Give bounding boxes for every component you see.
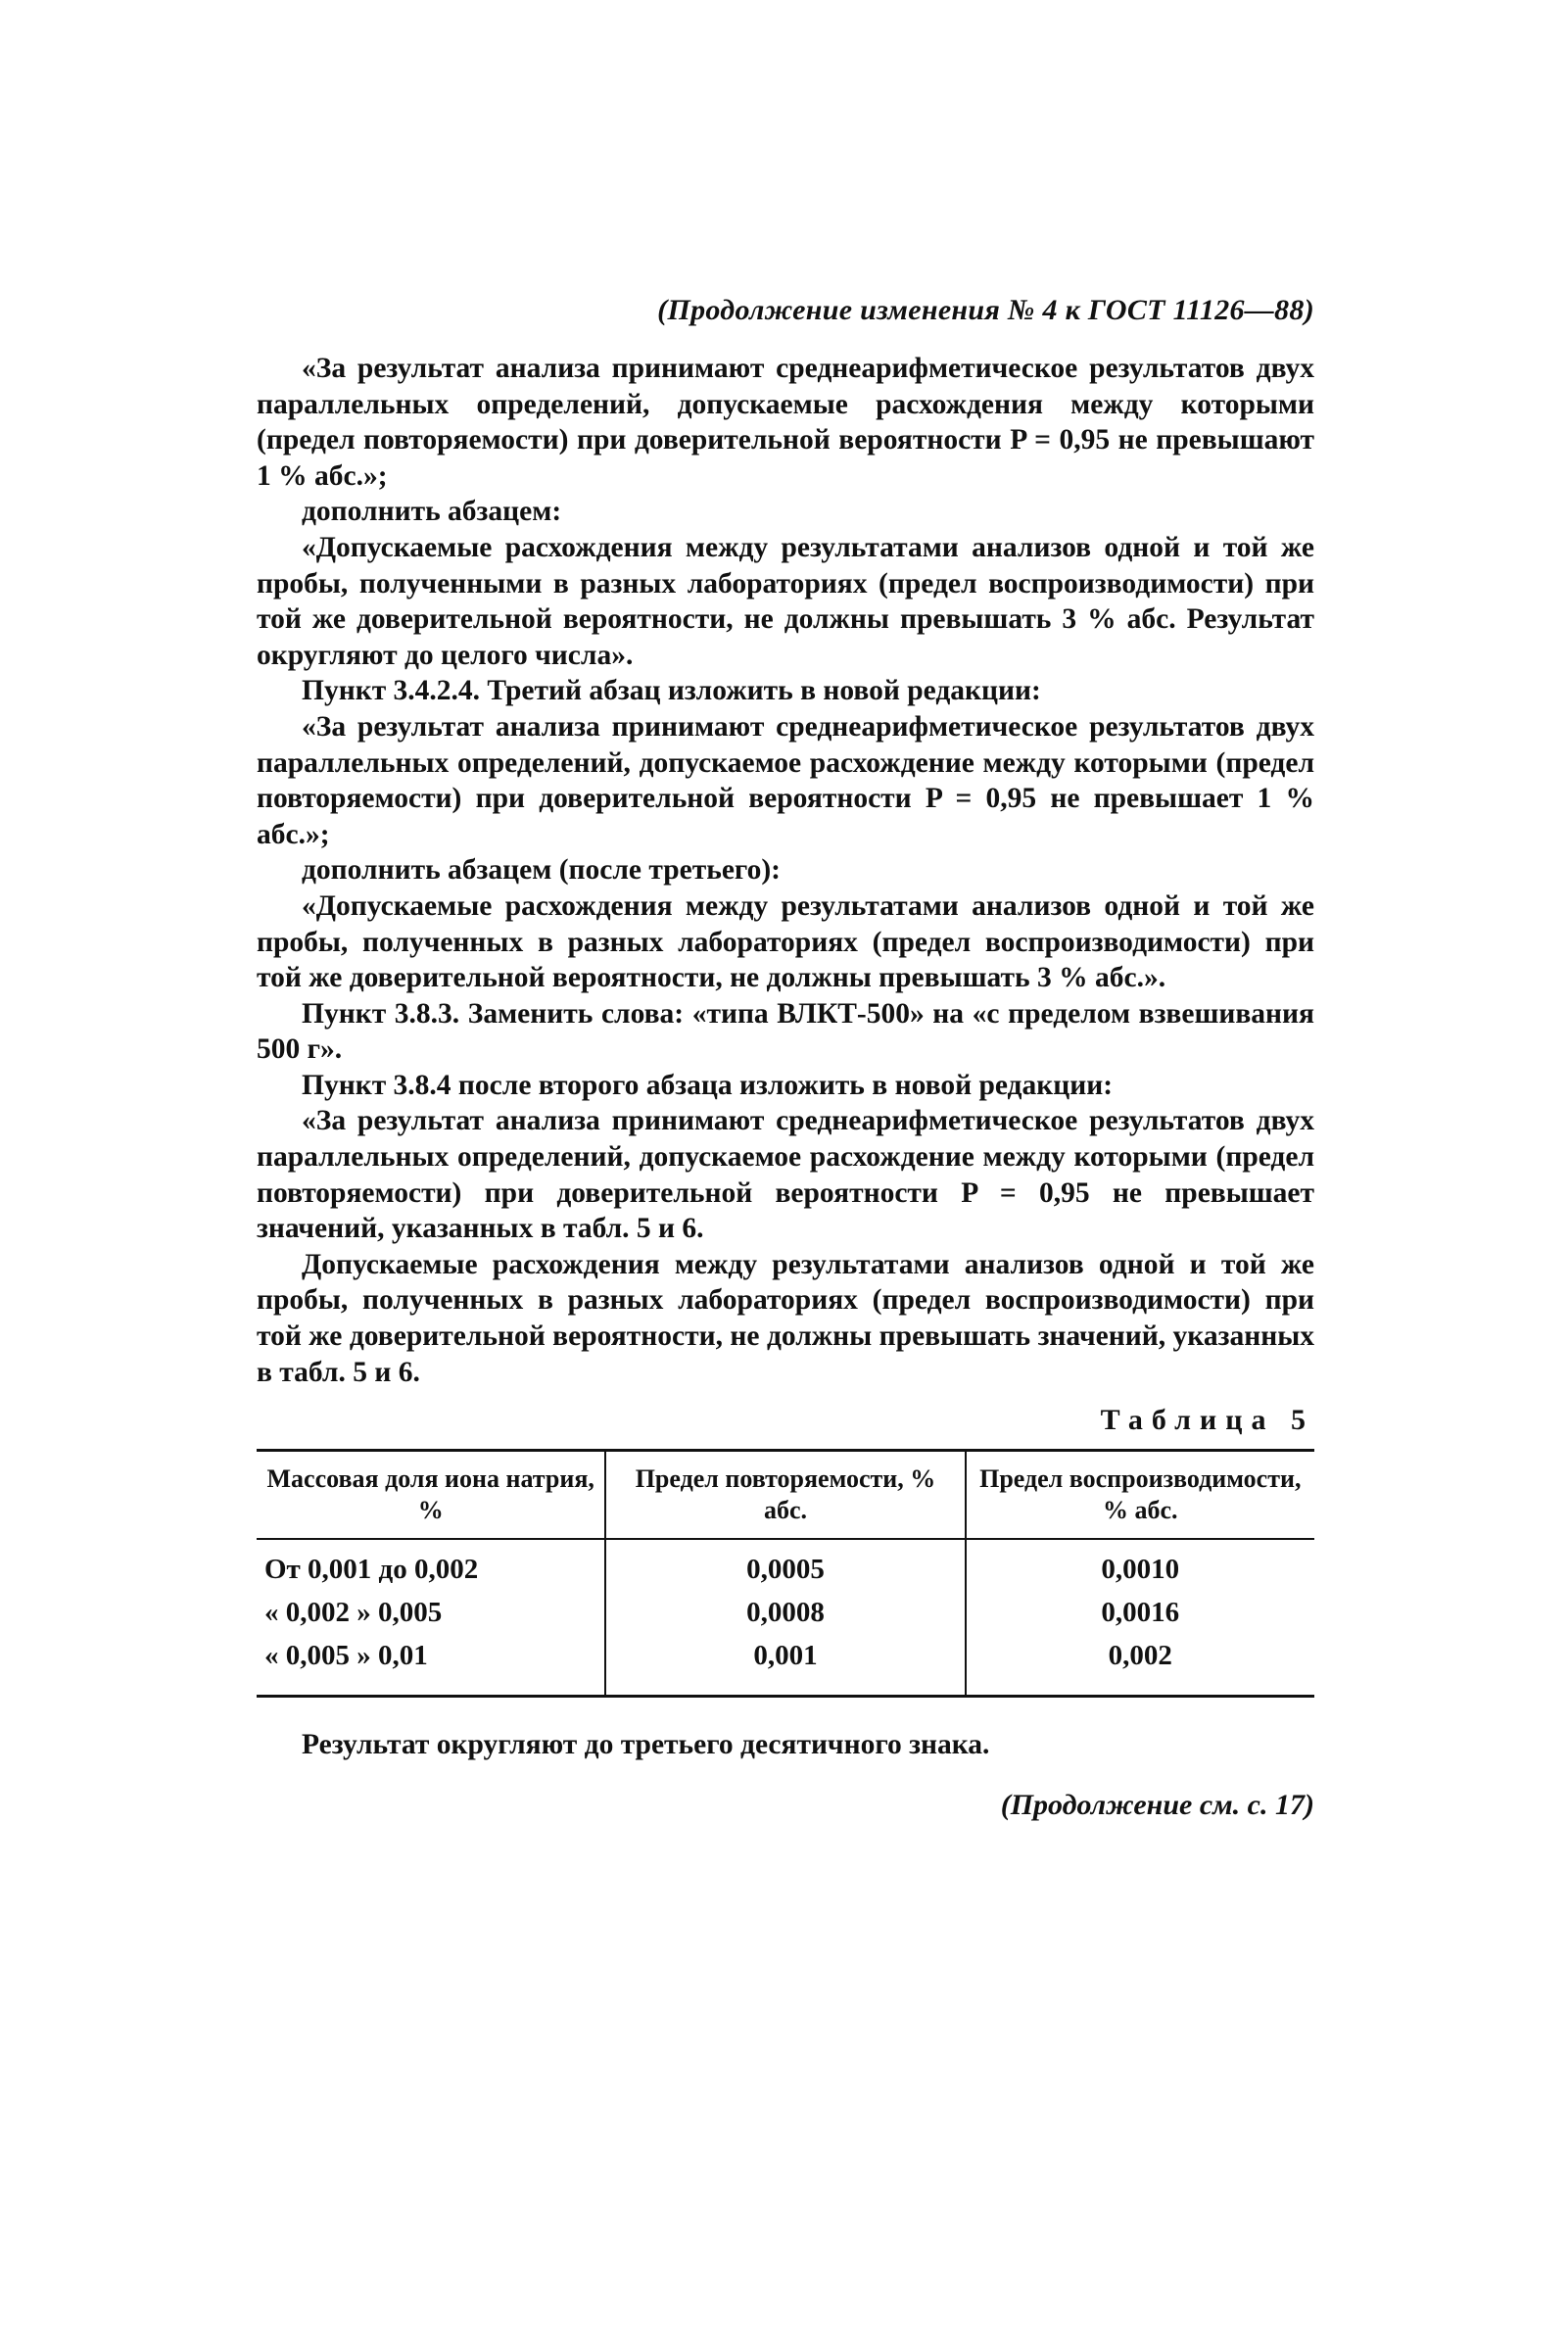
- table-caption: Таблица 5: [1100, 1404, 1314, 1437]
- table-cell: 0,0005: [605, 1539, 965, 1591]
- table-row: [257, 1634, 1314, 1697]
- page-footer: (Продолжение см. с. 17): [1000, 1788, 1314, 1821]
- paragraph: «За результат анализа принимают среднеарифметическое результатов двух параллельных определений, допускаемые расхождения между которыми (предел повторяемости) при доверительной вероятности P = 0,95 не превышают 1 % абс.»;: [257, 353, 1314, 492]
- table-cell: « 0,002 » 0,005: [264, 1597, 443, 1629]
- paragraph: Пункт 3.8.4 после второго абзаца изложить в новой редакции:: [302, 1069, 1114, 1101]
- paragraph: Пункт 3.4.2.4. Третий абзац изложить в новой редакции:: [302, 675, 1041, 707]
- table-row: [257, 1539, 1314, 1591]
- paragraph: «За результат анализа принимают среднеарифметическое результатов двух параллельных определений, допускаемое расхождение между которыми (предел повторяемости) при доверительной вероятности P = 0,95 не превышает значений, указанных в табл. 5 и 6.: [257, 1105, 1314, 1245]
- column-header: Предел воспроизводимости, % абс.: [966, 1451, 1314, 1540]
- table-header-row: [257, 1451, 1314, 1540]
- table-cell: От 0,001 до 0,002: [264, 1554, 479, 1586]
- table-cell: 0,0008: [605, 1591, 965, 1634]
- paragraph: «За результат анализа принимают среднеарифметическое результатов двух параллельных определений, допускаемое расхождение между которыми (предел повторяемости) при доверительной вероятности P = 0,95 не превышает 1 % абс.»;: [257, 710, 1314, 850]
- table-cell: 0,001: [605, 1634, 965, 1697]
- table-cell: 0,0016: [966, 1591, 1314, 1634]
- document-page: [257, 294, 1314, 1822]
- table-cell: 0,0010: [966, 1539, 1314, 1591]
- paragraph: «Допускаемые расхождения между результатами анализов одной и той же пробы, полученными в разных лабораториях (предел воспроизводимости) при той же доверительной вероятности, не должны превышать 3 % абс. Результат округляют до целого числа».: [257, 531, 1314, 671]
- page-header: (Продолжение изменения № 4 к ГОСТ 11126—88): [657, 294, 1314, 326]
- column-header: Массовая доля иона натрия, %: [257, 1451, 605, 1540]
- paragraph: Допускаемые расхождения между результатами анализов одной и той же пробы, полученных в разных лабораториях (предел воспроизводимости) при той же доверительной вероятности, не должны превышать значений, указанных в табл. 5 и 6.: [257, 1248, 1314, 1388]
- column-header: Предел повторяемости, % абс.: [605, 1451, 965, 1540]
- paragraph: дополнить абзацем (после третьего):: [302, 854, 781, 887]
- table-5: [257, 1449, 1314, 1698]
- table-row: [257, 1591, 1314, 1634]
- paragraph: Пункт 3.8.3. Заменить слова: «типа ВЛКТ-500» на «с пределом взвешивания 500 г».: [257, 997, 1314, 1066]
- table-cell: 0,002: [966, 1634, 1314, 1697]
- table-cell: « 0,005 » 0,01: [264, 1640, 428, 1672]
- paragraph: «Допускаемые расхождения между результатами анализов одной и той же пробы, полученных в разных лабораториях (предел воспроизводимости) при той же доверительной вероятности, не должны превышать 3 % абс.».: [257, 889, 1314, 994]
- paragraph: дополнить абзацем:: [302, 496, 562, 528]
- paragraph: Результат округляют до третьего десятичного знака.: [302, 1729, 990, 1761]
